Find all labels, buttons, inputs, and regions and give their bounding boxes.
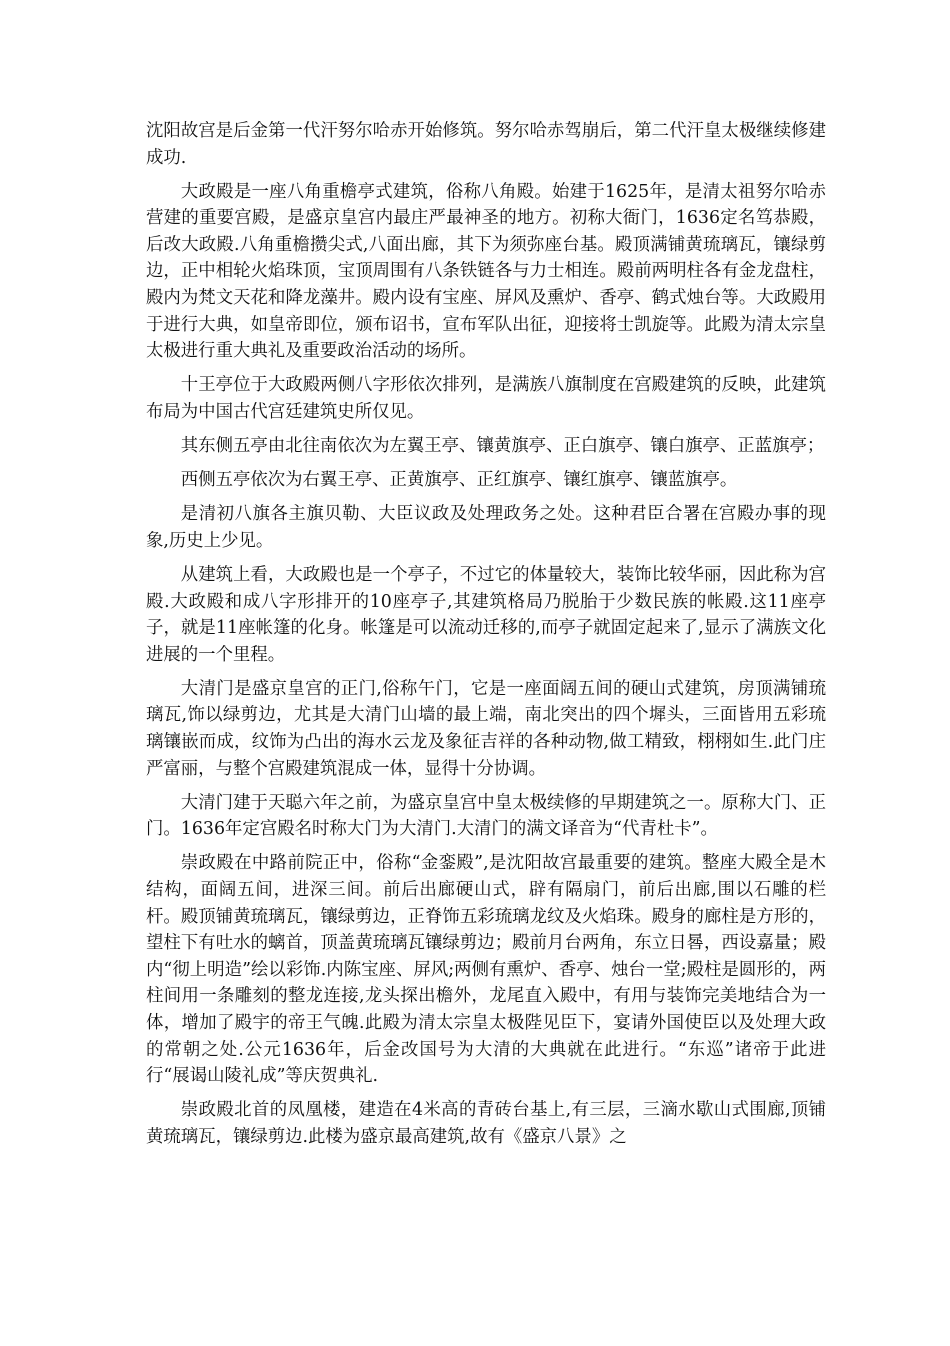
paragraph-council-function: 是清初八旗各主旗贝勒、大臣议政及处理政务之处。这种君臣合署在宫殿办事的现象,历史上少见。 xyxy=(146,504,826,551)
paragraph-intro: 沈阳故宫是后金第一代汗努尔哈赤开始修筑。努尔哈赤驾崩后，第二代汗皇太极继续修建成功. xyxy=(146,121,826,168)
document-page xyxy=(146,118,826,1158)
paragraph-west-pavilions: 西侧五亭依次为右翼王亭、正黄旗亭、正红旗亭、镶红旗亭、镶蓝旗亭。 xyxy=(180,470,738,491)
paragraph-daqing-gate: 大清门是盛京皇宫的正门,俗称午门，它是一座面阔五间的硬山式建筑，房顶满铺琉璃瓦,饰以绿剪边，尤其是大清门山墙的最上端，南北突出的四个墀头，三面皆用五彩琉璃镶嵌而成，纹饰为凸出的海水云龙及象征吉祥的各种动物,做工精致，栩栩如生.此门庄严富丽，与整个宫殿建筑混成一体，显得十分协调。 xyxy=(146,678,826,779)
paragraph-chongzheng-hall: 崇政殿在中路前院正中，俗称“金銮殿”,是沈阳故宫最重要的建筑。整座大殿全是木结构，面阔五间，进深三间。前后出廊硬山式，辟有隔扇门，前后出廊,围以石雕的栏杆。殿顶铺黄琉璃瓦，镶绿剪边，正脊饰五彩琉璃龙纹及火焰珠。殿身的廊柱是方形的，望柱下有吐水的螭首，顶盖黄琉璃瓦镶绿剪边；殿前月台两角，东立日晷，西设嘉量；殿内“彻上明造”绘以彩饰.内陈宝座、屏风;两侧有熏炉、香亭、烛台一堂;殿柱是圆形的，两柱间用一条雕刻的整龙连接,龙头探出檐外，龙尾直入殿中，有用与装饰完美地结合为一体，增加了殿宇的帝王气魄.此殿为清太宗皇太极陛见臣下，宴请外国使臣以及处理大政的常朝之处.公元1636年，后金改国号为大清的大典就在此进行。“东巡”诸帝于此进行“展谒山陵礼成”等庆贺典礼. xyxy=(146,853,826,1087)
paragraph-ten-kings-pavilions: 十王亭位于大政殿两侧八字形依次排列，是满族八旗制度在宫殿建筑的反映，此建筑布局为中国古代宫廷建筑史所仅见。 xyxy=(146,375,826,422)
paragraph-east-pavilions: 其东侧五亭由北往南依次为左翼王亭、镶黄旗亭、正白旗亭、镶白旗亭、正蓝旗亭； xyxy=(180,436,825,457)
paragraph-daqing-gate-history: 大清门建于天聪六年之前，为盛京皇宫中皇太极续修的早期建筑之一。原称大门、正门。1636年定宫殿名时称大门为大清门.大清门的满文译音为“代青杜卡”。 xyxy=(146,792,826,840)
paragraph-dazheng-hall: 大政殿是一座八角重檐亭式建筑，俗称八角殿。始建于1625年，是清太祖努尔哈赤营建的重要宫殿，是盛京皇宫内最庄严最神圣的地方。初称大衙门，1636定名笃恭殿，后改大政殿.八角重檐攒尖式,八面出廊，其下为须弥座台基。殿顶满铺黄琉璃瓦，镶绿剪边，正中相轮火焰珠顶，宝顶周围有八条铁链各与力士相连。殿前两明柱各有金龙盘柱，殿内为梵文天花和降龙藻井。殿内设有宝座、屏风及熏炉、香亭、鹤式烛台等。大政殿用于进行大典，如皇帝即位，颁布诏书，宣布军队出征，迎接将士凯旋等。此殿为清太宗皇太极进行重大典礼及重要政治活动的场所。 xyxy=(146,181,826,362)
paragraph-architecture: 从建筑上看，大政殿也是一个亭子，不过它的体量较大，装饰比较华丽，因此称为宫殿.大政殿和成八字形排开的10座亭子,其建筑格局乃脱胎于少数民族的帐殿.这11座亭子，就是11座帐篷的化身。帐篷是可以流动迁移的,而亭子就固定起来了,显示了满族文化进展的一个里程。 xyxy=(146,564,826,665)
paragraph-phoenix-tower: 崇政殿北首的凤凰楼，建造在4米高的青砖台基上,有三层，三滴水歇山式围廊,顶铺黄琉璃瓦，镶绿剪边.此楼为盛京最高建筑,故有《盛京八景》之 xyxy=(146,1100,826,1147)
